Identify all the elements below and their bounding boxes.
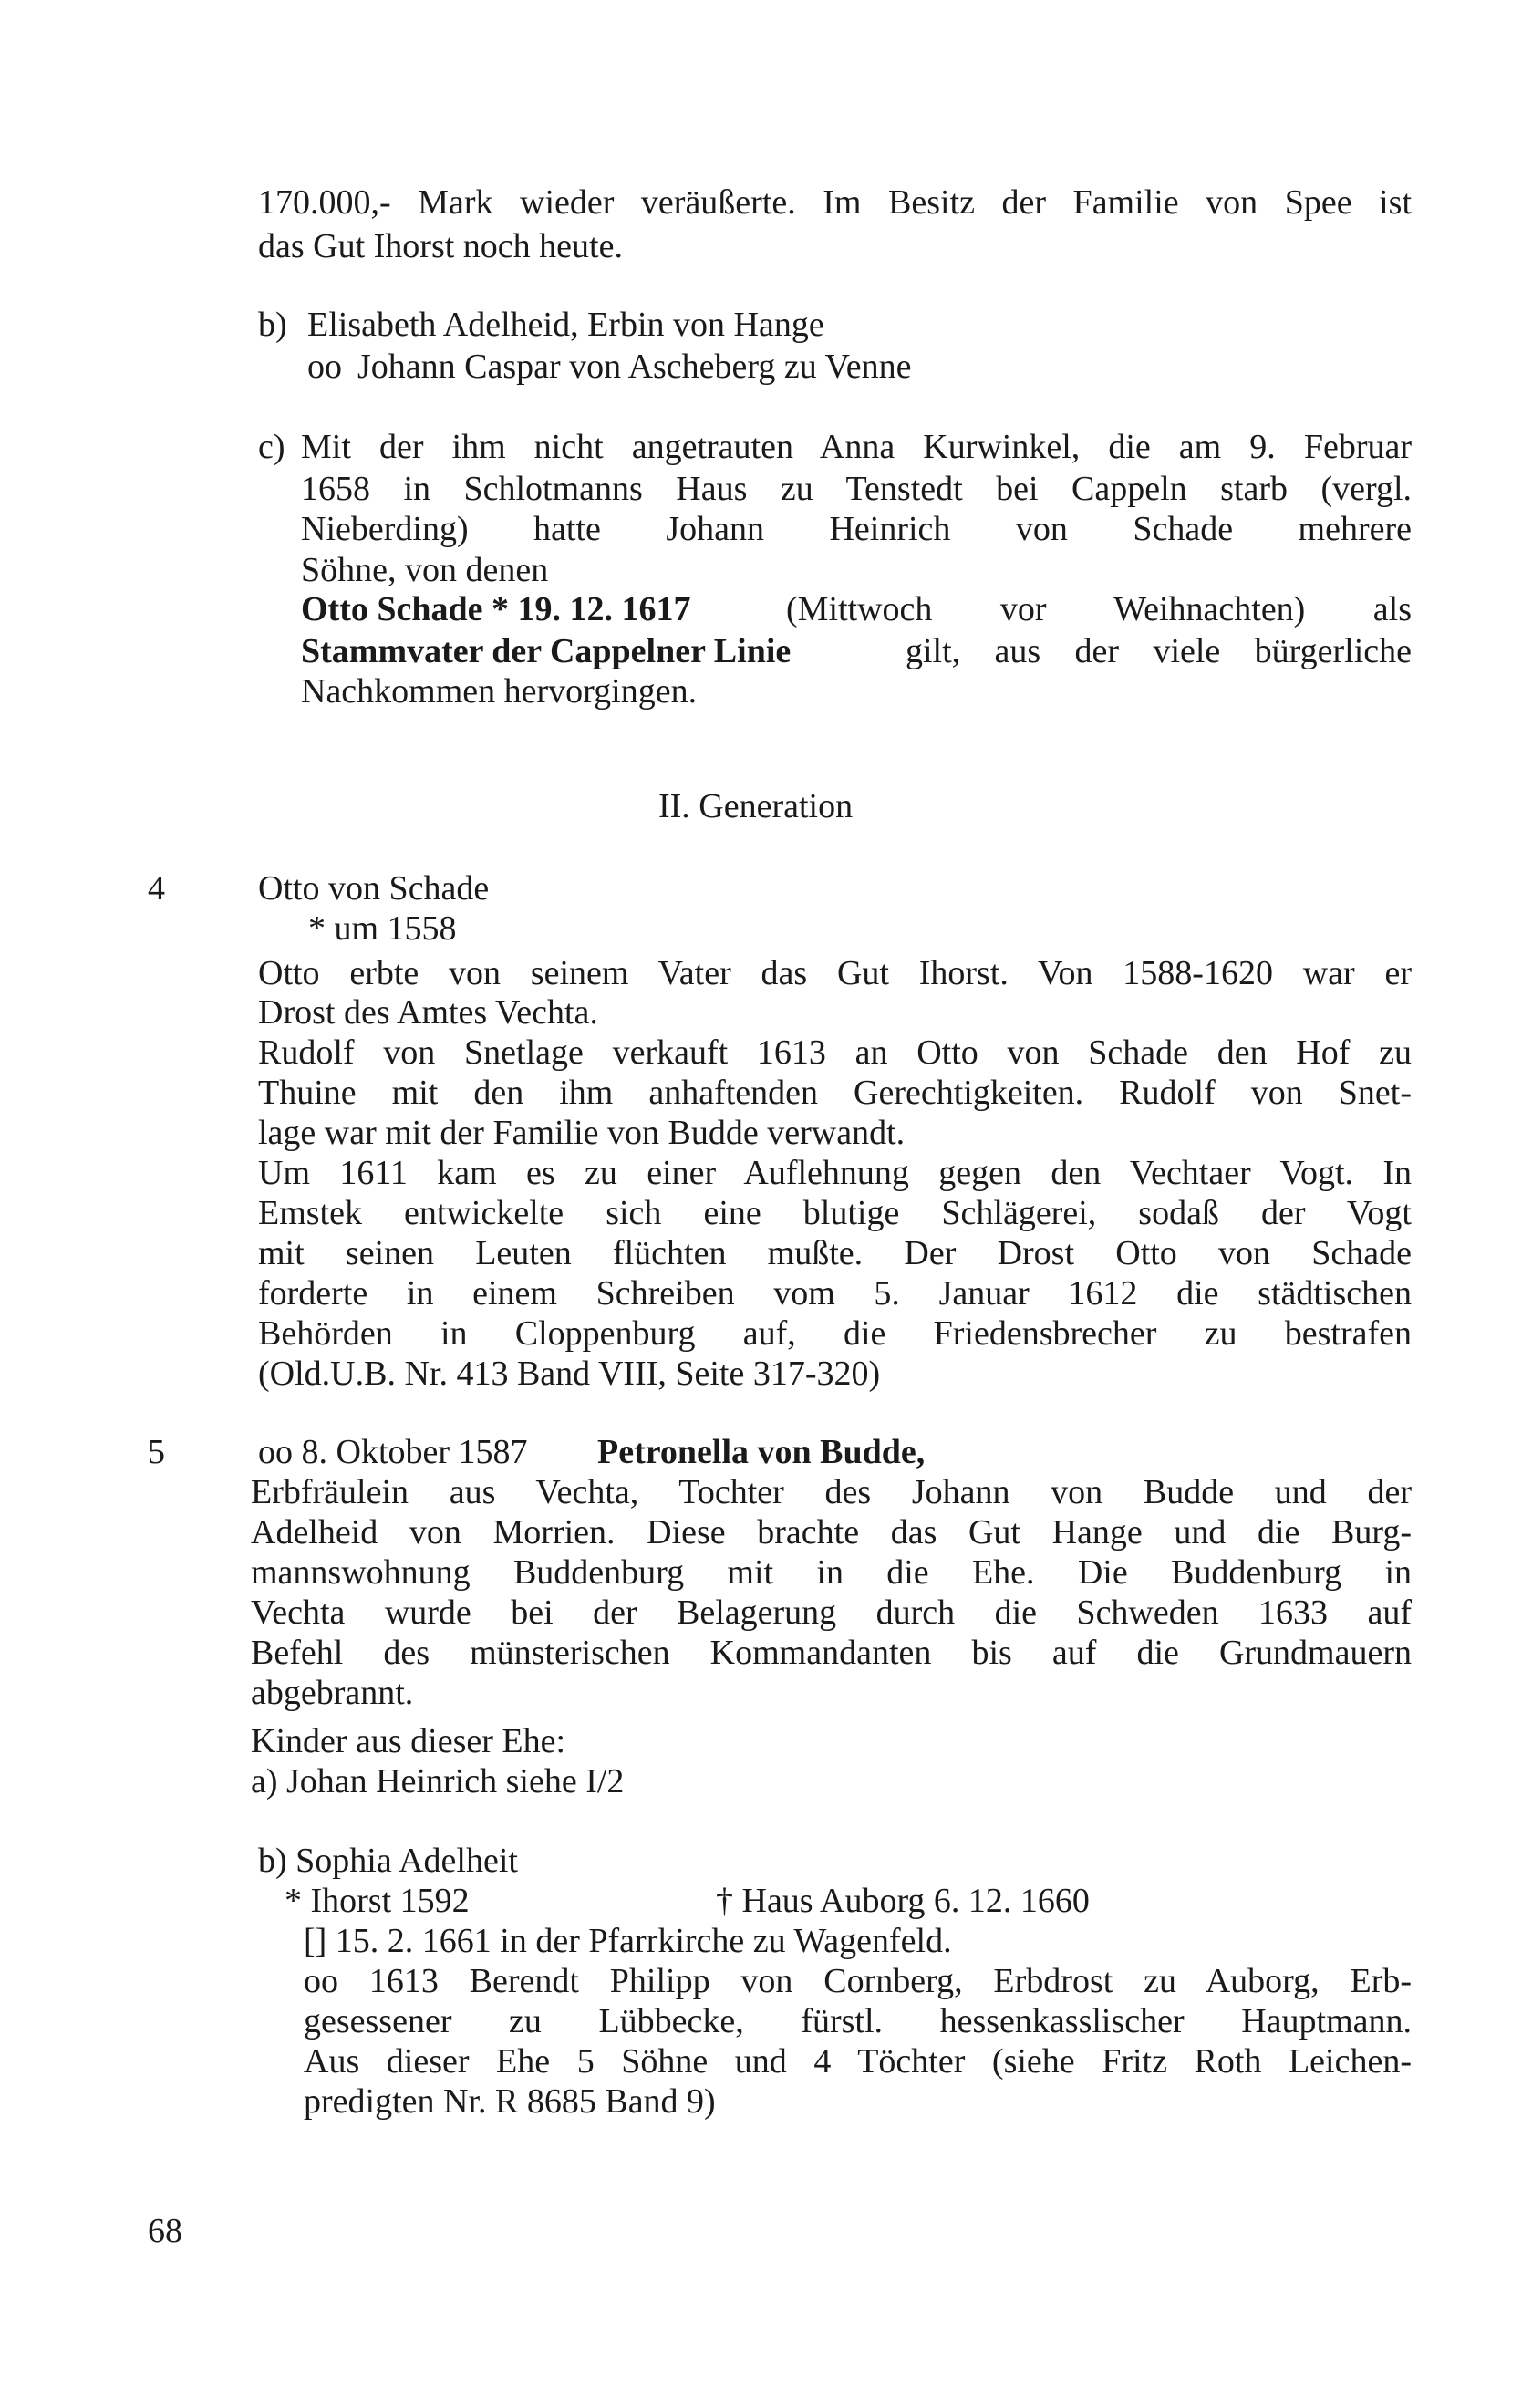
page-number: 68: [148, 2212, 182, 2250]
entry-5-line: Befehl des münsterischen Kommandanten bis auf die Grundmauern: [251, 1634, 1412, 1672]
entry-4-line: forderte in einem Schreiben vom 5. Januar 1612 die städtischen: [258, 1274, 1412, 1313]
item-c-line-6-rest: gilt, aus der viele bürgerliche: [906, 632, 1412, 670]
entry-4-line: lage war mit der Familie von Budde verwandt.: [258, 1114, 906, 1152]
entry-5-line: mannswohnung Buddenburg mit in die Ehe. Die Buddenburg in: [251, 1553, 1412, 1592]
item-c-line-5-rest: (Mittwoch vor Weihnachten) als: [786, 590, 1412, 628]
entry-4-birth: * um 1558: [308, 909, 457, 948]
item-c-line-3: Nieberding) hatte Johann Heinrich von Schade mehrere: [301, 510, 1412, 548]
entry-5-number: 5: [148, 1433, 165, 1471]
entry-4-line: Otto erbte von seinem Vater das Gut Ihorst. Von 1588-1620 war er: [258, 954, 1412, 992]
children-heading: Kinder aus dieser Ehe:: [251, 1722, 566, 1760]
item-c-line-4: Söhne, von denen: [301, 551, 549, 589]
entry-4-line: Rudolf von Snetlage verkauft 1613 an Otto von Schade den Hof zu: [258, 1033, 1412, 1072]
child-b-marriage-line: oo 1613 Berendt Philipp von Cornberg, Erbdrost zu Auborg, Erb-: [304, 1962, 1412, 2000]
entry-5-line: Vechta wurde bei der Belagerung durch die Schweden 1633 auf: [251, 1593, 1412, 1632]
item-c-line-5-bold: Otto Schade * 19. 12. 1617: [301, 590, 691, 628]
entry-4-line: (Old.U.B. Nr. 413 Band VIII, Seite 317-320): [258, 1354, 881, 1393]
child-a: a) Johan Heinrich siehe I/2: [251, 1762, 625, 1801]
child-b-marriage-line: predigten Nr. R 8685 Band 9): [304, 2082, 716, 2121]
item-c-line-7: Nachkommen hervorgingen.: [301, 672, 698, 711]
entry-4-line: Emstek entwickelte sich eine blutige Schlägerei, sodaß der Vogt: [258, 1194, 1412, 1232]
child-b-name: b) Sophia Adelheit: [258, 1842, 518, 1880]
item-b1-name: Elisabeth Adelheid, Erbin von Hange: [307, 306, 824, 344]
entry-4-name: Otto von Schade: [258, 869, 490, 908]
entry-5-line: abgebrannt.: [251, 1674, 414, 1712]
entry-4-line: Drost des Amtes Vechta.: [258, 993, 598, 1032]
item-b1-marker: b): [258, 306, 287, 344]
item-c-line-2: 1658 in Schlotmanns Haus zu Tenstedt bei Cappeln starb (vergl.: [301, 470, 1412, 508]
entry-4-line: mit seinen Leuten flüchten mußte. Der Drost Otto von Schade: [258, 1234, 1412, 1272]
section-heading: II. Generation: [658, 787, 854, 825]
entry-4-line: Behörden in Cloppenburg auf, die Friedensbrecher zu bestrafen: [258, 1314, 1412, 1353]
item-c-line-1: Mit der ihm nicht angetrauten Anna Kurwinkel, die am 9. Februar: [301, 428, 1412, 466]
intro-line-2: das Gut Ihorst noch heute.: [258, 227, 623, 265]
item-c-line-6-bold: Stammvater der Cappelner Linie: [301, 632, 792, 670]
child-b-marriage-line: Aus dieser Ehe 5 Söhne und 4 Töchter (siehe Fritz Roth Leichen-: [304, 2042, 1412, 2081]
entry-4-number: 4: [148, 869, 165, 908]
entry-5-spouse: Petronella von Budde,: [597, 1433, 926, 1471]
child-b-marriage-line: gesessener zu Lübbecke, fürstl. hessenkasslischer Hauptmann.: [304, 2002, 1412, 2040]
entry-4-line: Thuine mit den ihm anhaftenden Gerechtigkeiten. Rudolf von Snet-: [258, 1074, 1412, 1112]
entry-4-line: Um 1611 kam es zu einer Auflehnung gegen den Vechtaer Vogt. In: [258, 1154, 1412, 1192]
child-b-burial: [] 15. 2. 1661 in der Pfarrkirche zu Wagenfeld.: [304, 1922, 952, 1960]
child-b-birth: * Ihorst 1592: [285, 1882, 470, 1920]
intro-line-1: 170.000,- Mark wieder veräußerte. Im Besitz der Familie von Spee ist: [258, 183, 1412, 222]
entry-5-line: Erbfräulein aus Vechta, Tochter des Johann von Budde und der: [251, 1473, 1412, 1511]
item-c-marker: c): [258, 428, 285, 466]
entry-5-line: Adelheid von Morrien. Diese brachte das Gut Hange und die Burg-: [251, 1513, 1412, 1552]
entry-5-marriage-prefix: oo 8. Oktober 1587: [258, 1433, 528, 1471]
item-b1-marriage: Johann Caspar von Ascheberg zu Venne: [357, 348, 912, 386]
child-b-death: † Haus Auborg 6. 12. 1660: [716, 1882, 1090, 1920]
item-b1-marriage-symbol: oo: [307, 348, 342, 386]
